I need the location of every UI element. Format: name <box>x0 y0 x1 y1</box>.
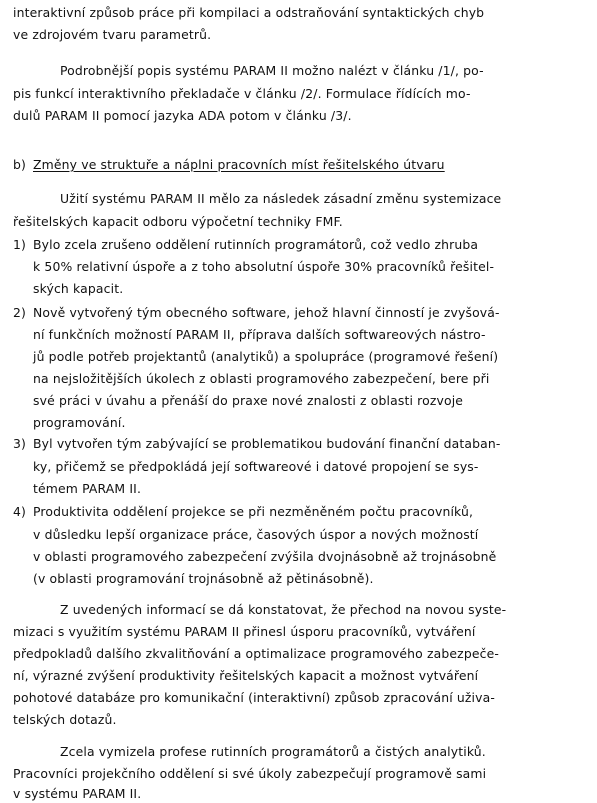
text-line: předpokladů dalšího zkvalitňování a optimalizace programového zabezpeče- <box>13 646 499 661</box>
list-item-line: ských kapacit. <box>33 281 124 296</box>
text-line: telských dotazů. <box>13 712 117 727</box>
text-line: řešitelských kapacit odboru výpočetní techniky FMF. <box>13 214 343 229</box>
list-item-line: ky, přičemž se předpokládá její softwareové i datové propojení se sys- <box>33 459 479 474</box>
list-number: 4) <box>13 504 27 519</box>
text-line: ní, výrazné zvýšení produktivity řešitelských kapacit a možnost vytváření <box>13 668 479 683</box>
paragraph-start-line: Užití systému PARAM II mělo za následek zásadní změnu systemizace <box>60 191 502 206</box>
text-line: interaktivní způsob práce při kompilaci a odstraňování syntaktických chyb <box>13 5 485 20</box>
list-item-line: na nejsložitějších úkolech z oblasti programového zabezpečení, bere při <box>33 371 490 386</box>
text-line: Pracovníci projekčního oddělení si své úkoly zabezpečují programově sami <box>13 766 487 781</box>
list-item-line: v důsledku lepší organizace práce, časových úspor a nových možností <box>33 527 479 542</box>
list-number: 1) <box>13 237 27 252</box>
section-number: b) <box>13 157 26 172</box>
list-number: 3) <box>13 436 27 451</box>
text-line: pohotové databáze pro komunikační (interaktivní) způsob zpracování uživa- <box>13 690 495 705</box>
list-number: 2) <box>13 305 27 320</box>
list-item-line: k 50% relativní úspoře a z toho absolutní úspoře 30% pracovníků řešitel- <box>33 259 495 274</box>
text-line: mizaci s využitím systému PARAM II přinesl úsporu pracovníků, vytváření <box>13 624 476 639</box>
text-line: v systému PARAM II. <box>13 786 142 801</box>
text-line: ve zdrojovém tvaru parametrů. <box>13 27 212 42</box>
paragraph-start-line: Z uvedených informací se dá konstatovat, že přechod na novou syste- <box>60 602 507 617</box>
list-item-line: své práci v úvahu a přenáší do praxe nové znalosti z oblasti rozvoje <box>33 393 464 408</box>
section-heading: Změny ve struktuře a náplni pracovních míst řešitelského útvaru <box>33 157 445 172</box>
list-item-line: Bylo zcela zrušeno oddělení rutinních programátorů, což vedlo zhruba <box>33 237 479 252</box>
list-item-line: Byl vytvořen tým zabývající se problematikou budování finanční databan- <box>33 436 501 451</box>
text-line: pis funkcí interaktivního překladače v článku /2/. Formulace řídících mo- <box>13 86 471 101</box>
list-item-line: ní funkčních možností PARAM II, příprava dalších softwareových nástro- <box>33 327 486 342</box>
list-item-line: v oblasti programového zabezpečení zvýšila dvojnásobně až trojnásobně <box>33 549 497 564</box>
paragraph-start-line: Zcela vymizela profese rutinních programátorů a čistých analytiků. <box>60 744 486 759</box>
list-item-line: programování. <box>33 415 126 430</box>
list-item-line: témem PARAM II. <box>33 481 142 496</box>
text-line: dulů PARAM II pomocí jazyka ADA potom v článku /3/. <box>13 108 352 123</box>
paragraph-start-line: Podrobnější popis systému PARAM II možno nalézt v článku /1/, po- <box>60 63 484 78</box>
list-item-line: Produktivita oddělení projekce se při nezměněném počtu pracovníků, <box>33 504 474 519</box>
list-item-line: (v oblasti programování trojnásobně až pětinásobně). <box>33 571 374 586</box>
list-item-line: jů podle potřeb projektantů (analytiků) a spolupráce (programové řešení) <box>33 349 499 364</box>
list-item-line: Nově vytvořený tým obecného software, jehož hlavní činností je zvyšová- <box>33 305 500 320</box>
